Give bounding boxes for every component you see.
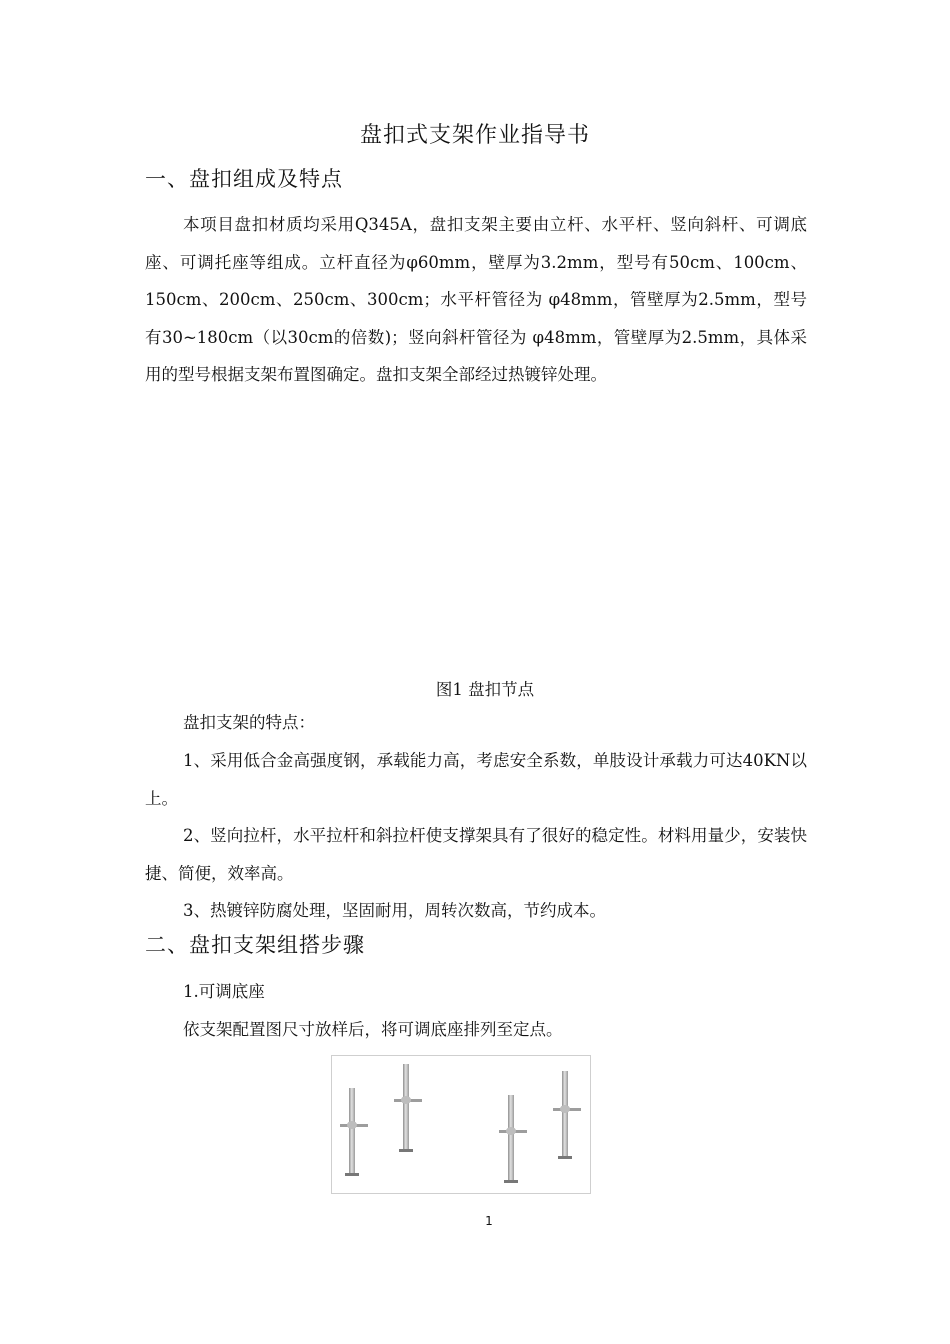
figure-caption: 图1 盘扣节点 bbox=[435, 680, 535, 699]
section-heading-1: 一、盘扣组成及特点 bbox=[145, 167, 343, 191]
adjustable-base-illustration bbox=[332, 1056, 590, 1193]
feature-item-1: 1、采用低合金高强度钢，承载能力高，考虑安全系数，单肢设计承载力可达40KN以上。 bbox=[145, 751, 807, 808]
step1-text: 依支架配置图尺寸放样后，将可调底座排列至定点。 bbox=[183, 1020, 563, 1039]
base-unit-3 bbox=[499, 1095, 527, 1183]
intro-paragraph: 本项目盘扣材质均采用Q345A，盘扣支架主要由立杆、水平杆、竖向斜杆、可调底座、可调托座等组成。立杆直径为φ60mm，壁厚为3.2mm，型号有50cm、100cm、150cm、200cm、250cm、300cm；水平杆管径为 φ48mm，管壁厚为2.5mm，型号有30~180cm（以30cm的倍数)；竖向斜杆管径为 φ48mm，管壁厚为2.5mm，具体采用的型号根据支架布置图确定。盘扣支架全部经过热镀锌处理。 bbox=[145, 215, 807, 384]
base-unit-4 bbox=[553, 1071, 581, 1159]
base-unit-2 bbox=[394, 1064, 422, 1152]
base-unit-1 bbox=[340, 1088, 368, 1176]
section-heading-2: 二、盘扣支架组搭步骤 bbox=[145, 933, 365, 957]
adjustable-base-figure bbox=[331, 1055, 591, 1194]
document-title: 盘扣式支架作业指导书 bbox=[359, 123, 590, 148]
step1-title: 1.可调底座 bbox=[183, 982, 265, 1001]
features-label: 盘扣支架的特点： bbox=[183, 713, 315, 732]
page-number: 1 bbox=[485, 1214, 493, 1228]
feature-item-2: 2、竖向拉杆，水平拉杆和斜拉杆使支撑架具有了很好的稳定性。材料用量少，安装快捷、简便，效率高。 bbox=[145, 826, 807, 883]
feature-item-3: 3、热镀锌防腐处理，坚固耐用，周转次数高，节约成本。 bbox=[183, 901, 606, 920]
